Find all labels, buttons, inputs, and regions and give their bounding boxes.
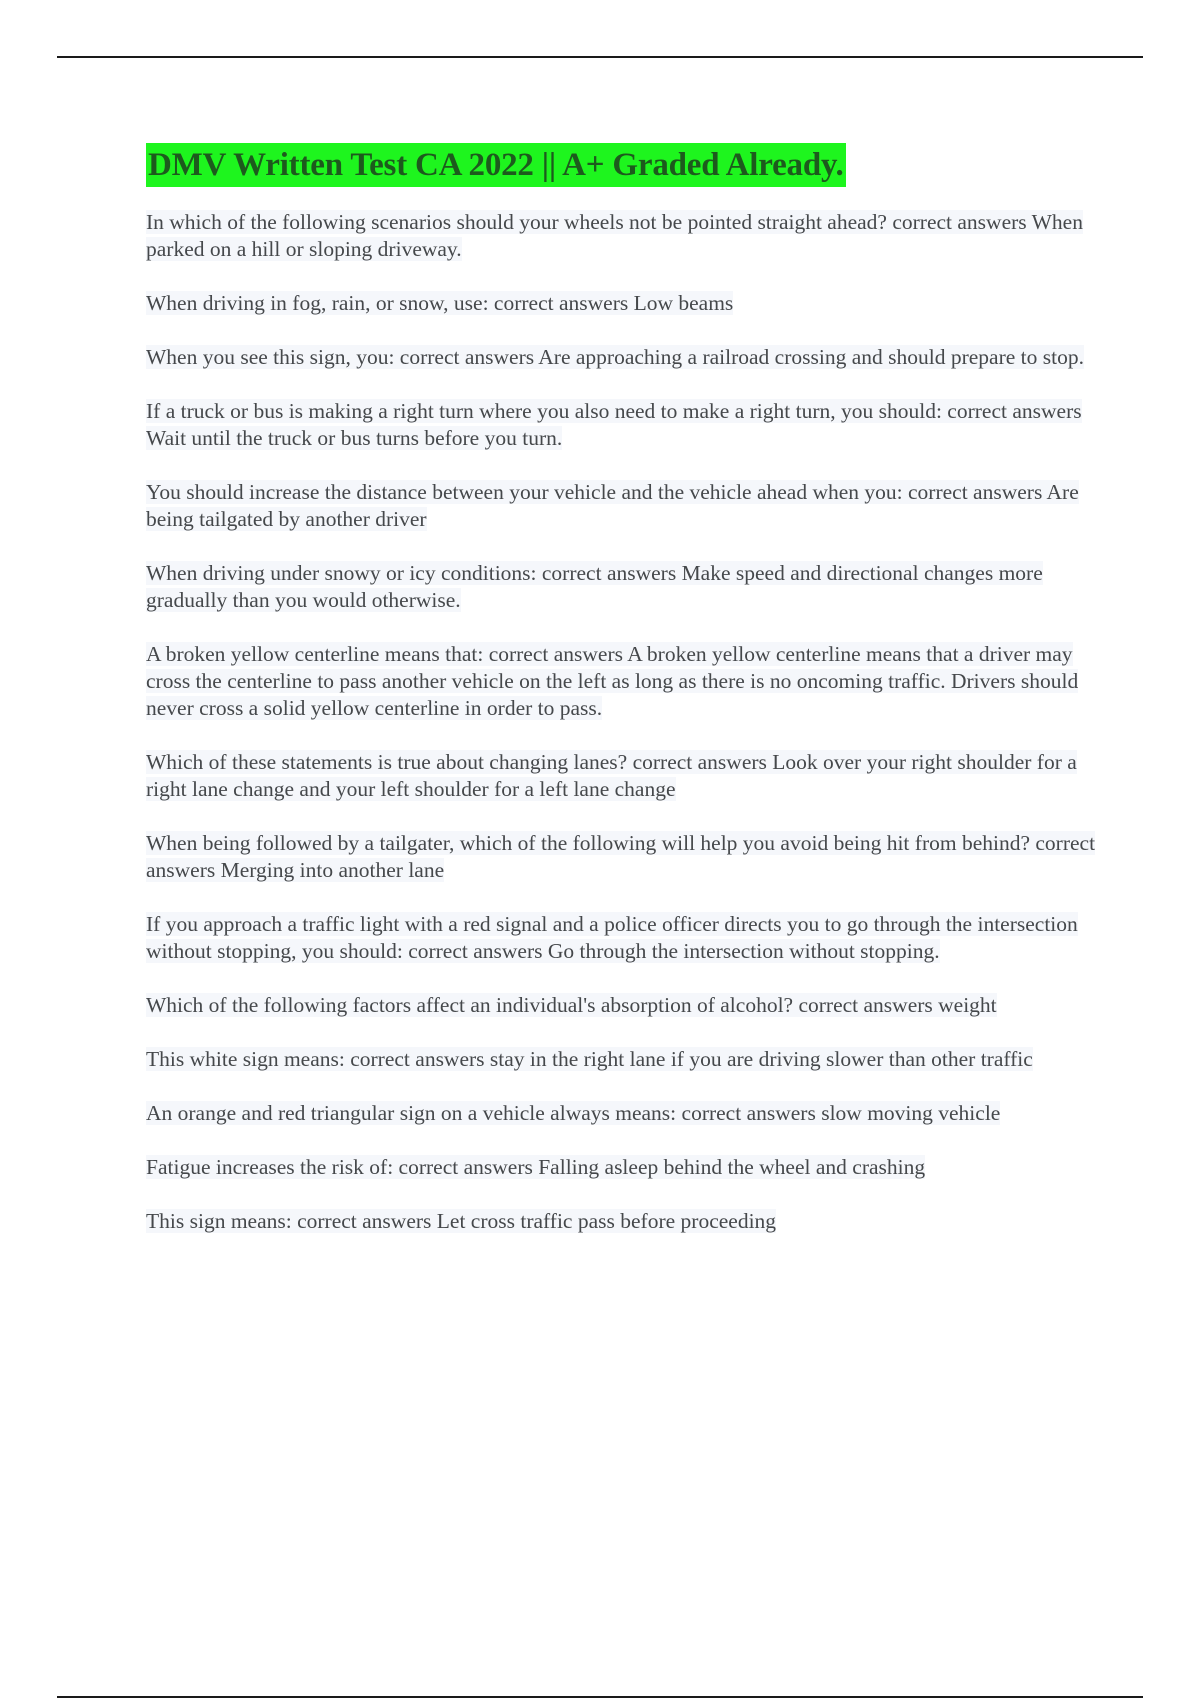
qa-item-8: Which of these statements is true about changing lanes? correct answers Look over your right shoulder for a right lane change and your left shoulder for a left lane change bbox=[146, 750, 1077, 801]
qa-item-7: A broken yellow centerline means that: correct answers A broken yellow centerline means that a driver may cross the centerline to pass another vehicle on the left as long as there is no oncoming traffic. Drivers should never cross a solid yellow centerline in order to pass. bbox=[146, 642, 1079, 720]
qa-item-1: In which of the following scenarios should your wheels not be pointed straight ahead? correct answers When parked on a hill or sloping driveway. bbox=[146, 210, 1083, 261]
qa-item-13: An orange and red triangular sign on a vehicle always means: correct answers slow moving vehicle bbox=[146, 1101, 1001, 1125]
document-title: DMV Written Test CA 2022 || A+ Graded Already. bbox=[146, 143, 846, 187]
qa-item-15: This sign means: correct answers Let cross traffic pass before proceeding bbox=[146, 1209, 777, 1233]
header-rule bbox=[57, 56, 1143, 58]
qa-item-4: If a truck or bus is making a right turn where you also need to make a right turn, you should: correct answers Wait until the truck or bus turns before you turn. bbox=[146, 399, 1082, 450]
document-body bbox=[146, 143, 1096, 1262]
qa-item-5: You should increase the distance between your vehicle and the vehicle ahead when you: correct answers Are being tailgated by another driver bbox=[146, 480, 1079, 531]
qa-item-3: When you see this sign, you: correct answers Are approaching a railroad crossing and should prepare to stop. bbox=[146, 345, 1084, 369]
qa-item-12: This white sign means: correct answers stay in the right lane if you are driving slower than other traffic bbox=[146, 1047, 1033, 1071]
qa-item-6: When driving under snowy or icy conditions: correct answers Make speed and directional changes more gradually than you would otherwise. bbox=[146, 561, 1043, 612]
qa-item-14: Fatigue increases the risk of: correct answers Falling asleep behind the wheel and crashing bbox=[146, 1155, 926, 1179]
qa-item-10: If you approach a traffic light with a red signal and a police officer directs you to go through the intersection without stopping, you should: correct answers Go through the intersection without stopping. bbox=[146, 912, 1078, 963]
qa-list bbox=[146, 209, 1096, 1235]
qa-item-2: When driving in fog, rain, or snow, use: correct answers Low beams bbox=[146, 291, 734, 315]
qa-item-9: When being followed by a tailgater, which of the following will help you avoid being hit from behind? correct answers Merging into another lane bbox=[146, 831, 1096, 882]
qa-item-11: Which of the following factors affect an individual's absorption of alcohol? correct answers weight bbox=[146, 993, 997, 1017]
footer-rule bbox=[57, 1696, 1143, 1698]
